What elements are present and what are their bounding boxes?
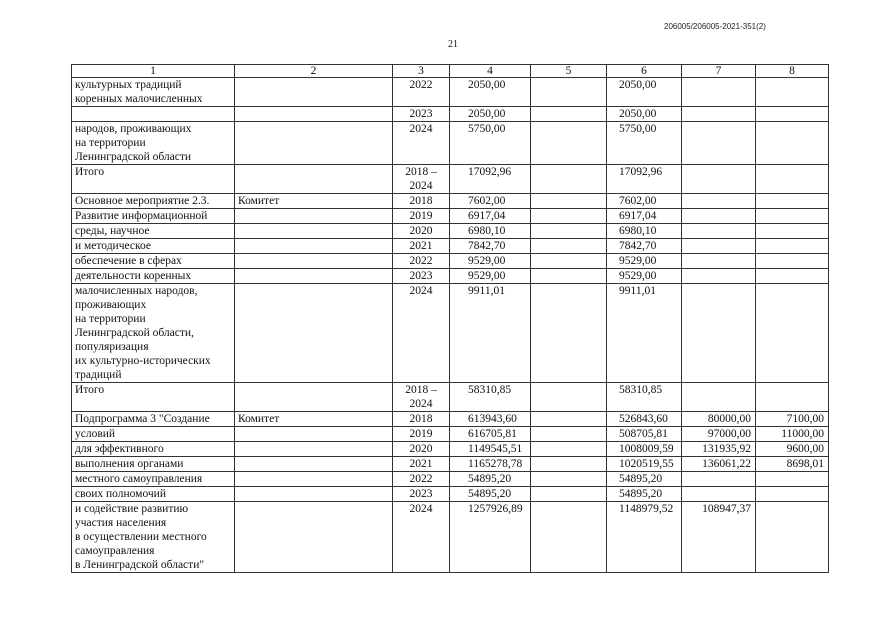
table-row [72,442,829,457]
row-federal [531,383,607,412]
row-regional: 9529,00 [607,269,682,284]
row-federal [531,165,607,194]
row-municipal: 131935,92 [682,442,756,457]
column-header: 7 [682,65,756,78]
column-header: 1 [72,65,235,78]
row-year: 2023 [393,107,450,122]
row-regional: 6917,04 [607,209,682,224]
table-row [72,254,829,269]
row-regional: 9529,00 [607,254,682,269]
row-total: 5750,00 [450,122,531,165]
table-row [72,165,829,194]
row-regional: 7842,70 [607,239,682,254]
row-year: 2020 [393,442,450,457]
row-federal [531,78,607,107]
row-description: своих полномочий [72,487,235,502]
row-municipal: 108947,37 [682,502,756,573]
row-executor [235,209,393,224]
row-executor: Комитет [235,194,393,209]
row-regional: 1020519,55 [607,457,682,472]
column-header: 2 [235,65,393,78]
row-description: Подпрограмма 3 "Создание [72,412,235,427]
row-description: Развитие информационной [72,209,235,224]
row-executor [235,254,393,269]
row-municipal: 80000,00 [682,412,756,427]
row-other [756,383,829,412]
row-total: 6980,10 [450,224,531,239]
row-federal [531,442,607,457]
row-federal [531,122,607,165]
row-description: Итого [72,383,235,412]
row-other [756,194,829,209]
row-total: 17092,96 [450,165,531,194]
row-federal [531,107,607,122]
row-total: 2050,00 [450,107,531,122]
row-year: 2021 [393,457,450,472]
row-other [756,254,829,269]
row-regional: 526843,60 [607,412,682,427]
row-municipal [682,224,756,239]
row-total: 7602,00 [450,194,531,209]
row-year: 2024 [393,122,450,165]
row-regional: 54895,20 [607,472,682,487]
row-federal [531,457,607,472]
row-regional: 54895,20 [607,487,682,502]
table-row [72,472,829,487]
row-executor [235,224,393,239]
row-year: 2019 [393,209,450,224]
row-total: 9911,01 [450,284,531,383]
row-description: обеспечение в сферах [72,254,235,269]
row-total: 9529,00 [450,269,531,284]
row-year: 2022 [393,472,450,487]
row-total: 1165278,78 [450,457,531,472]
row-executor: Комитет [235,412,393,427]
column-header: 5 [531,65,607,78]
row-municipal [682,269,756,284]
row-year: 2019 [393,427,450,442]
table-row [72,194,829,209]
row-description: и методическое [72,239,235,254]
row-other [756,107,829,122]
row-total: 54895,20 [450,472,531,487]
table-row [72,209,829,224]
row-regional: 1148979,52 [607,502,682,573]
row-federal [531,487,607,502]
row-description: Основное мероприятие 2.3. [72,194,235,209]
row-other [756,269,829,284]
row-description: для эффективного [72,442,235,457]
column-header: 6 [607,65,682,78]
column-header: 8 [756,65,829,78]
table-row [72,122,829,165]
row-other [756,209,829,224]
row-other: 11000,00 [756,427,829,442]
table-row [72,502,829,573]
table-row [72,239,829,254]
table-row [72,224,829,239]
table-row [72,269,829,284]
row-municipal [682,209,756,224]
row-federal [531,502,607,573]
row-federal [531,224,607,239]
row-year: 2021 [393,239,450,254]
row-executor [235,107,393,122]
row-municipal [682,383,756,412]
row-description: среды, научное [72,224,235,239]
row-municipal [682,239,756,254]
row-description: деятельности коренных [72,269,235,284]
row-federal [531,284,607,383]
row-total: 54895,20 [450,487,531,502]
row-federal [531,427,607,442]
row-executor [235,442,393,457]
table-row [72,487,829,502]
row-total: 7842,70 [450,239,531,254]
row-year: 2024 [393,502,450,573]
table-row [72,78,829,107]
row-total: 6917,04 [450,209,531,224]
row-other [756,78,829,107]
column-header: 3 [393,65,450,78]
budget-table [71,64,829,573]
row-total: 613943,60 [450,412,531,427]
row-federal [531,239,607,254]
row-municipal [682,122,756,165]
row-total: 1257926,89 [450,502,531,573]
table-row [72,383,829,412]
row-regional: 9911,01 [607,284,682,383]
row-regional: 5750,00 [607,122,682,165]
table-row [72,284,829,383]
table-row [72,107,829,122]
row-regional: 2050,00 [607,107,682,122]
row-executor [235,383,393,412]
row-municipal [682,165,756,194]
row-executor [235,427,393,442]
row-municipal [682,194,756,209]
row-year: 2018 – 2024 [393,383,450,412]
row-other: 9600,00 [756,442,829,457]
row-other [756,165,829,194]
row-year: 2022 [393,254,450,269]
row-other [756,122,829,165]
row-year: 2020 [393,224,450,239]
row-municipal [682,472,756,487]
column-header: 4 [450,65,531,78]
row-year: 2018 [393,194,450,209]
row-federal [531,269,607,284]
header-row [72,65,829,78]
table-row [72,412,829,427]
document-id: 206005/206005-2021-351(2) [664,22,766,31]
row-total: 1149545,51 [450,442,531,457]
row-description: местного самоуправления [72,472,235,487]
row-federal [531,472,607,487]
row-other [756,239,829,254]
row-total: 616705,81 [450,427,531,442]
row-municipal [682,107,756,122]
row-executor [235,165,393,194]
row-description: народов, проживающих на территории Ленинградской области [72,122,235,165]
row-other: 7100,00 [756,412,829,427]
row-executor [235,472,393,487]
row-executor [235,502,393,573]
row-regional: 2050,00 [607,78,682,107]
row-municipal [682,254,756,269]
row-description [72,107,235,122]
row-year: 2018 [393,412,450,427]
row-year: 2018 – 2024 [393,165,450,194]
row-regional: 6980,10 [607,224,682,239]
row-municipal [682,487,756,502]
row-executor [235,239,393,254]
row-total: 9529,00 [450,254,531,269]
row-other: 8698,01 [756,457,829,472]
row-other [756,472,829,487]
row-description: условий [72,427,235,442]
page-number: 21 [448,39,458,50]
row-regional: 7602,00 [607,194,682,209]
row-regional: 508705,81 [607,427,682,442]
row-regional: 58310,85 [607,383,682,412]
row-executor [235,78,393,107]
row-federal [531,209,607,224]
row-other [756,502,829,573]
row-year: 2023 [393,487,450,502]
row-total: 58310,85 [450,383,531,412]
row-executor [235,487,393,502]
row-year: 2024 [393,284,450,383]
row-description: Итого [72,165,235,194]
row-municipal [682,78,756,107]
row-other [756,487,829,502]
row-executor [235,269,393,284]
row-regional: 17092,96 [607,165,682,194]
row-year: 2023 [393,269,450,284]
row-federal [531,412,607,427]
row-executor [235,122,393,165]
row-other [756,224,829,239]
table-row [72,427,829,442]
row-description: выполнения органами [72,457,235,472]
row-description: и содействие развитию участия населения в осуществлении местного самоуправления в Ленинградской области" [72,502,235,573]
row-municipal [682,284,756,383]
row-regional: 1008009,59 [607,442,682,457]
table-row [72,457,829,472]
row-description: малочисленных народов, проживающих на территории Ленинградской области, популяризация их культурно-исторических традиций [72,284,235,383]
row-total: 2050,00 [450,78,531,107]
row-municipal: 136061,22 [682,457,756,472]
row-federal [531,194,607,209]
row-executor [235,284,393,383]
row-federal [531,254,607,269]
row-municipal: 97000,00 [682,427,756,442]
row-description: культурных традиций коренных малочисленных [72,78,235,107]
row-year: 2022 [393,78,450,107]
row-executor [235,457,393,472]
row-other [756,284,829,383]
